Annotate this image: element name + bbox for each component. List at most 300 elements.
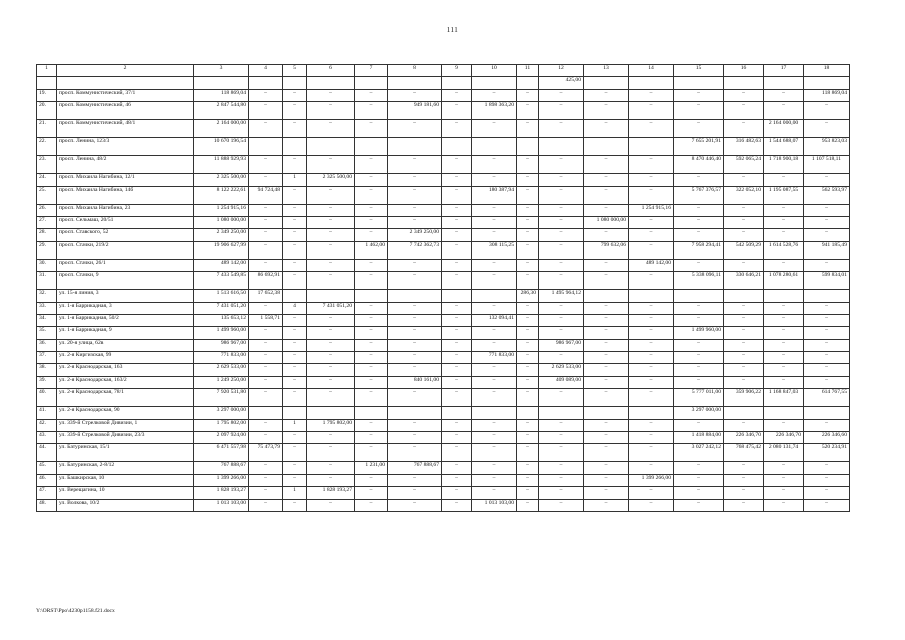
value-cell: 1 499 960,00 (674, 327, 724, 339)
address-cell: ул. Башкирская, 10 (57, 474, 194, 486)
value-cell: – (388, 327, 442, 339)
value-cell: – (764, 174, 804, 186)
value-cell: 2 847 544,80 (194, 102, 249, 120)
value-cell: 8 122 222,61 (194, 186, 249, 204)
page-number: 111 (446, 26, 459, 34)
address-cell: ул. 2-я Киргизская, 99 (57, 352, 194, 364)
value-cell: – (307, 204, 355, 216)
value-cell: – (388, 186, 442, 204)
value-cell: 226 346,60 (804, 432, 850, 444)
value-cell: – (355, 327, 388, 339)
value-cell (355, 138, 388, 156)
value-cell (307, 138, 355, 156)
table-row (37, 229, 850, 241)
value-cell: 3 297 000,00 (194, 407, 249, 419)
value-cell: – (249, 204, 283, 216)
value-cell: – (472, 259, 517, 271)
value-cell: – (517, 174, 539, 186)
value-cell: – (764, 102, 804, 120)
value-cell: – (517, 389, 539, 407)
table-row (37, 487, 850, 499)
address-cell: просп. Стачки, 26/1 (57, 259, 194, 271)
address-cell: ул. 1-я Баррикадная, 9 (57, 327, 194, 339)
value-cell: – (764, 419, 804, 431)
value-cell: 8 470 446,40 (674, 156, 724, 174)
row-number-cell: 39. (37, 376, 57, 388)
row-number-cell: 45. (37, 462, 57, 474)
value-cell: – (584, 389, 629, 407)
value-cell: – (442, 174, 472, 186)
value-cell: – (442, 327, 472, 339)
value-cell: – (307, 272, 355, 290)
value-cell: 562 593,97 (804, 186, 850, 204)
value-cell: – (764, 327, 804, 339)
value-cell: 330 646,21 (724, 272, 764, 290)
value-cell: – (804, 229, 850, 241)
value-cell: – (764, 229, 804, 241)
value-cell: 1 (283, 487, 307, 499)
value-cell: 118 869,04 (194, 89, 249, 101)
value-cell: – (517, 102, 539, 120)
value-cell: – (307, 339, 355, 351)
value-cell: – (249, 229, 283, 241)
value-cell (674, 77, 724, 89)
value-cell: – (517, 204, 539, 216)
value-cell: – (674, 419, 724, 431)
value-cell: – (804, 102, 850, 120)
value-cell: – (307, 389, 355, 407)
value-cell: 3 027 242,12 (674, 444, 724, 462)
value-cell: 2 629 533,00 (194, 364, 249, 376)
value-cell: – (388, 272, 442, 290)
column-header: 8 (388, 65, 442, 77)
value-cell: – (724, 174, 764, 186)
value-cell: 2 080 131,74 (764, 444, 804, 462)
value-cell: – (472, 174, 517, 186)
value-cell: – (442, 339, 472, 351)
row-number-cell: 46. (37, 474, 57, 486)
value-cell: – (629, 352, 674, 364)
value-cell (283, 290, 307, 302)
value-cell (724, 290, 764, 302)
value-cell: – (629, 229, 674, 241)
value-cell: – (472, 376, 517, 388)
value-cell: – (584, 272, 629, 290)
value-cell (629, 77, 674, 89)
value-cell: – (764, 352, 804, 364)
value-cell: – (539, 259, 584, 271)
value-cell: – (724, 204, 764, 216)
value-cell: 4 (283, 302, 307, 314)
value-cell: – (249, 120, 283, 138)
value-cell (724, 77, 764, 89)
value-cell: – (472, 120, 517, 138)
value-cell: – (517, 462, 539, 474)
value-cell: – (584, 174, 629, 186)
value-cell: 1 495 964,12 (539, 290, 584, 302)
value-cell: 520 234,91 (804, 444, 850, 462)
value-cell: 75 473,79 (249, 444, 283, 462)
value-cell: – (249, 216, 283, 228)
value-cell: 1 795 802,00 (194, 419, 249, 431)
value-cell: – (442, 229, 472, 241)
value-cell: – (629, 376, 674, 388)
address-cell: ул. 1-я Баррикадная, 3 (57, 302, 194, 314)
value-cell: – (539, 462, 584, 474)
value-cell: – (355, 419, 388, 431)
table-row (37, 314, 850, 326)
value-cell: – (804, 352, 850, 364)
value-cell: – (388, 259, 442, 271)
value-cell: – (674, 352, 724, 364)
table-row (37, 389, 850, 407)
column-header: 18 (804, 65, 850, 77)
value-cell: – (629, 241, 674, 259)
value-cell (472, 290, 517, 302)
table-row (37, 186, 850, 204)
value-cell: – (539, 352, 584, 364)
value-cell: – (517, 229, 539, 241)
value-cell: – (674, 174, 724, 186)
value-cell: 767 888,67 (194, 462, 249, 474)
value-cell: – (804, 376, 850, 388)
value-cell: – (724, 314, 764, 326)
value-cell: – (724, 302, 764, 314)
value-cell: – (764, 89, 804, 101)
value-cell: – (388, 364, 442, 376)
value-cell: – (442, 186, 472, 204)
value-cell: – (307, 474, 355, 486)
value-cell: 2 164 000,00 (194, 120, 249, 138)
value-cell: – (629, 462, 674, 474)
value-cell: – (442, 102, 472, 120)
value-cell: – (804, 339, 850, 351)
value-cell: – (724, 352, 764, 364)
value-cell: – (764, 462, 804, 474)
value-cell (584, 290, 629, 302)
value-cell: – (283, 216, 307, 228)
value-cell: – (804, 216, 850, 228)
value-cell: – (442, 302, 472, 314)
address-cell (57, 77, 194, 89)
value-cell: – (307, 314, 355, 326)
value-cell: 5 767 376,57 (674, 186, 724, 204)
value-cell: – (764, 474, 804, 486)
value-cell: 10 670 196,54 (194, 138, 249, 156)
value-cell: – (724, 327, 764, 339)
value-cell: – (249, 376, 283, 388)
value-cell: – (355, 89, 388, 101)
value-cell: – (584, 102, 629, 120)
value-cell (388, 290, 442, 302)
value-cell: – (674, 120, 724, 138)
value-cell: – (629, 216, 674, 228)
value-cell: – (442, 474, 472, 486)
value-cell: – (539, 241, 584, 259)
column-header: 14 (629, 65, 674, 77)
value-cell: – (388, 216, 442, 228)
value-cell: – (517, 474, 539, 486)
address-cell: ул. Батуринская, 15/1 (57, 444, 194, 462)
value-cell: – (249, 302, 283, 314)
value-cell: 19 906 627,99 (194, 241, 249, 259)
value-cell: – (388, 204, 442, 216)
value-cell: – (472, 487, 517, 499)
value-cell: – (307, 432, 355, 444)
column-header: 12 (539, 65, 584, 77)
address-cell: ул. 2-я Краснодарская, 163/2 (57, 376, 194, 388)
value-cell: – (674, 376, 724, 388)
value-cell: – (355, 314, 388, 326)
value-cell: 409 089,00 (539, 376, 584, 388)
address-cell: просп. Михаила Нагибина, 23 (57, 204, 194, 216)
value-cell: 1 080 000,00 (584, 216, 629, 228)
value-cell: – (539, 474, 584, 486)
value-cell: – (804, 314, 850, 326)
row-number-cell: 31. (37, 272, 57, 290)
value-cell: – (249, 499, 283, 511)
value-cell: – (517, 302, 539, 314)
row-number-cell: 36. (37, 339, 57, 351)
table-row (37, 499, 850, 511)
value-cell: – (355, 204, 388, 216)
value-cell: – (283, 499, 307, 511)
value-cell (283, 407, 307, 419)
value-cell: – (388, 156, 442, 174)
address-cell: просп. Михаила Нагибина, 12/1 (57, 174, 194, 186)
value-cell: – (539, 419, 584, 431)
address-cell: ул. 15-я линия, 3 (57, 290, 194, 302)
value-cell (307, 407, 355, 419)
column-header: 16 (724, 65, 764, 77)
value-cell: 226 346,70 (764, 432, 804, 444)
value-cell: 1 013 103,00 (472, 499, 517, 511)
row-number-cell: 34. (37, 314, 57, 326)
value-cell: 1 513 616,50 (194, 290, 249, 302)
column-header: 9 (442, 65, 472, 77)
row-number-cell: 30. (37, 259, 57, 271)
value-cell: 2 164 000,00 (764, 120, 804, 138)
value-cell: 7 958 294,41 (674, 241, 724, 259)
table-row (37, 259, 850, 271)
column-header: 4 (249, 65, 283, 77)
value-cell: – (442, 487, 472, 499)
value-cell: – (804, 364, 850, 376)
value-cell: – (539, 499, 584, 511)
value-cell: – (724, 120, 764, 138)
value-cell: – (388, 419, 442, 431)
value-cell: 1 795 802,00 (307, 419, 355, 431)
value-cell: – (764, 339, 804, 351)
value-cell (355, 407, 388, 419)
value-cell: – (724, 462, 764, 474)
value-cell: 11 888 929,93 (194, 156, 249, 174)
value-cell: – (629, 102, 674, 120)
value-cell: – (629, 364, 674, 376)
value-cell: – (307, 241, 355, 259)
table-row (37, 138, 850, 156)
address-cell: просп. Коммунистический, 46 (57, 102, 194, 120)
value-cell (442, 77, 472, 89)
table-row (37, 77, 850, 89)
value-cell: – (539, 174, 584, 186)
value-cell: – (804, 474, 850, 486)
value-cell: – (442, 432, 472, 444)
address-cell: ул. Волкова, 10/2 (57, 499, 194, 511)
value-cell: – (355, 272, 388, 290)
value-cell: – (283, 186, 307, 204)
value-cell (629, 407, 674, 419)
value-cell: – (584, 186, 629, 204)
value-cell: 359 906,22 (724, 389, 764, 407)
value-cell: – (307, 364, 355, 376)
value-cell: – (584, 204, 629, 216)
column-header: 10 (472, 65, 517, 77)
value-cell: – (442, 444, 472, 462)
value-cell: – (283, 474, 307, 486)
value-cell: – (764, 204, 804, 216)
value-cell: – (355, 474, 388, 486)
value-cell: 949 181,60 (388, 102, 442, 120)
value-cell: 1 254 915,16 (629, 204, 674, 216)
value-cell: – (539, 314, 584, 326)
value-cell: – (629, 339, 674, 351)
row-number-cell: 23. (37, 156, 57, 174)
table-row (37, 302, 850, 314)
value-cell: – (674, 314, 724, 326)
row-number-cell: 20. (37, 102, 57, 120)
value-cell (804, 77, 850, 89)
value-cell: 1 718 900,18 (764, 156, 804, 174)
address-cell: просп. Стачки, 219/2 (57, 241, 194, 259)
value-cell (442, 290, 472, 302)
address-cell: просп. Стачки, 9 (57, 272, 194, 290)
row-number-cell: 22. (37, 138, 57, 156)
value-cell: – (584, 327, 629, 339)
address-cell: ул. 2-я Краснодарская, 78/1 (57, 389, 194, 407)
value-cell: 286,30 (517, 290, 539, 302)
value-cell: – (517, 259, 539, 271)
value-cell: – (249, 327, 283, 339)
value-cell: – (517, 89, 539, 101)
value-cell: – (629, 389, 674, 407)
value-cell: 1 195 087,55 (764, 186, 804, 204)
value-cell (629, 138, 674, 156)
value-cell: – (388, 302, 442, 314)
value-cell: – (517, 376, 539, 388)
value-cell: – (674, 339, 724, 351)
value-cell: – (355, 216, 388, 228)
value-cell: – (629, 487, 674, 499)
value-cell (584, 138, 629, 156)
value-cell: – (804, 499, 850, 511)
table-row (37, 174, 850, 186)
value-cell: – (442, 314, 472, 326)
value-cell: 771 833,00 (194, 352, 249, 364)
value-cell: 1 (283, 174, 307, 186)
row-number-cell: 24. (37, 174, 57, 186)
value-cell: – (307, 120, 355, 138)
value-cell: 1 614 528,76 (764, 241, 804, 259)
column-header: 15 (674, 65, 724, 77)
value-cell: – (584, 474, 629, 486)
value-cell: – (804, 120, 850, 138)
value-cell: 7 433 549,85 (194, 272, 249, 290)
address-cell: ул. Батуринская, 2-8/12 (57, 462, 194, 474)
value-cell: – (539, 487, 584, 499)
value-cell: – (539, 229, 584, 241)
value-cell: – (472, 89, 517, 101)
value-cell: – (584, 364, 629, 376)
table-row (37, 474, 850, 486)
value-cell: – (472, 156, 517, 174)
value-cell: 1 462,00 (355, 241, 388, 259)
table-row (37, 327, 850, 339)
value-cell: 941 185,49 (804, 241, 850, 259)
address-cell: ул. 2-я Краснодарская, 163 (57, 364, 194, 376)
value-cell: – (764, 314, 804, 326)
row-number-cell: 37. (37, 352, 57, 364)
value-cell: 2 325 500,00 (307, 174, 355, 186)
address-cell: ул. 339-й Стрелковой Дивизии, 23/3 (57, 432, 194, 444)
column-header: 17 (764, 65, 804, 77)
value-cell: – (629, 89, 674, 101)
value-cell: – (724, 102, 764, 120)
value-cell: 180 387,94 (472, 186, 517, 204)
value-cell: – (804, 327, 850, 339)
value-cell: – (355, 156, 388, 174)
value-cell (764, 407, 804, 419)
value-cell: – (307, 89, 355, 101)
value-cell: – (249, 389, 283, 407)
value-cell: 86 692,91 (249, 272, 283, 290)
value-cell: – (307, 259, 355, 271)
value-cell: – (249, 174, 283, 186)
value-cell (584, 77, 629, 89)
value-cell: – (724, 89, 764, 101)
value-cell: 986 967,00 (539, 339, 584, 351)
value-cell (388, 407, 442, 419)
value-cell: – (472, 444, 517, 462)
value-cell: – (517, 419, 539, 431)
row-number-cell: 35. (37, 327, 57, 339)
value-cell: 226 346,70 (724, 432, 764, 444)
value-cell: – (388, 389, 442, 407)
value-cell: 132 094,41 (472, 314, 517, 326)
value-cell: – (472, 389, 517, 407)
row-number-cell (37, 77, 57, 89)
address-cell: ул. 1-я Баррикадная, 50/2 (57, 314, 194, 326)
value-cell: – (442, 216, 472, 228)
table-row (37, 272, 850, 290)
footer-file-path: Y:\ORST\Ppo\4230p1158.f21.docx (36, 608, 115, 614)
value-cell: 1 013 103,00 (194, 499, 249, 511)
value-cell: – (674, 102, 724, 120)
row-number-cell: 48. (37, 499, 57, 511)
value-cell: – (283, 352, 307, 364)
value-cell: – (472, 327, 517, 339)
value-cell: 135 653,12 (194, 314, 249, 326)
value-cell: – (539, 186, 584, 204)
value-cell: – (442, 462, 472, 474)
value-cell: 2 629 533,00 (539, 364, 584, 376)
value-cell: 1 399 266,00 (629, 474, 674, 486)
value-cell: – (764, 259, 804, 271)
value-cell: – (442, 156, 472, 174)
value-cell (674, 290, 724, 302)
value-cell: – (249, 102, 283, 120)
value-cell: – (539, 444, 584, 462)
